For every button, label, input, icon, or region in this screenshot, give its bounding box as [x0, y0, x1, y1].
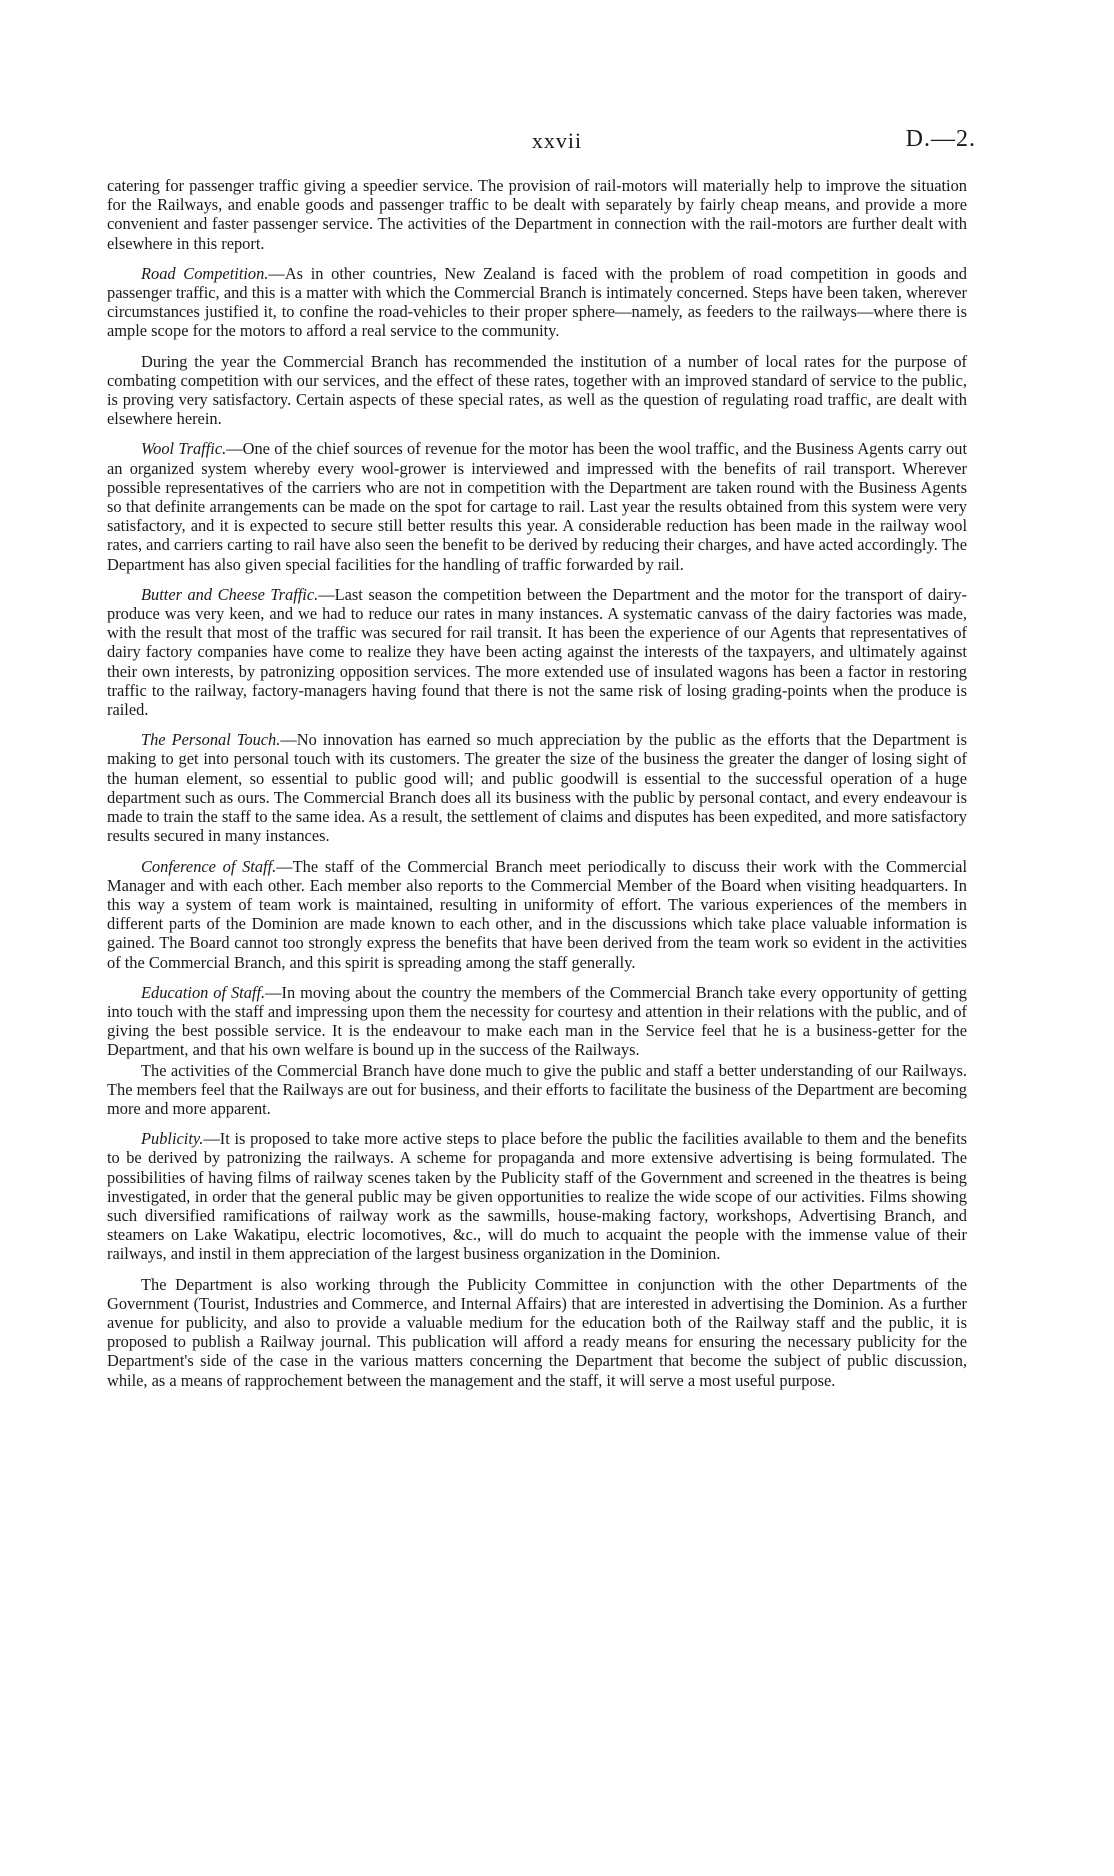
run-in-heading: Education of Staff. — [141, 982, 266, 1002]
paragraph-text: During the year the Commercial Branch has recommended the institution of a number of local rates for the purpose of combating competition with our services, and the effect of these rates, together with an improved standard of service to the public, is proving very satisfactory. Certain aspects of these special rates, as well as the question of regulating road traffic, are dealt with elsewhere herein. — [107, 351, 967, 429]
run-in-heading: Publicity. — [141, 1129, 204, 1149]
paragraph-conference-of-staff — [107, 857, 967, 972]
paragraph-text: —One of the chief sources of revenue for the motor has been the wool traffic, and the Business Agents carry out an organized system whereby every wool-grower is interviewed and impressed with the benefits of rail transport. Wherever possible representatives of the carriers who are not in competition with the Department are taken round with the Business Agents so that definite arrangements can be made on the spot for cartage to rail. Last year the results obtained from this system were very satisfactory, and it is expected to secure still better results this year. A considerable reduction has been made in the railway wool rates, and carriers carting to rail have also seen the benefit to be derived by reducing their charges, and have acted accordingly. The Department has also given special facilities for the handling of traffic forwarded by rail. — [107, 439, 967, 574]
run-in-heading: The Personal Touch. — [141, 730, 281, 750]
paragraph-wool-traffic — [107, 439, 967, 573]
document-reference: D.—2. — [905, 126, 976, 152]
paragraph-text: The activities of the Commercial Branch have done much to give the public and staff a better understanding of our Railways. The members feel that the Railways are out for business, and their efforts to facilitate the business of the Department are becoming more and more apparent. — [107, 1060, 967, 1118]
paragraph-text: —As in other countries, New Zealand is faced with the problem of road competition in goods and passenger traffic, and this is a matter with which the Commercial Branch is intimately concerned. Steps have been taken, wherever circumstances justified it, to confine the road-vehicles to their proper sphere—namely, as feeders to the railways—where there is ample scope for the motors to afford a real service to the community. — [107, 263, 967, 341]
paragraph-personal-touch — [107, 730, 967, 845]
page-number: xxvii — [531, 128, 583, 153]
paragraph-publicity-committee — [107, 1275, 967, 1390]
paragraph-text: —In moving about the country the members of the Commercial Branch take every opportunity of getting into touch with the staff and impressing upon them the necessity for courtesy and attention in their relations with the public, and of giving the best possible service. It is the endeavour to make each man in the Service feel that he is a business-getter for the Department, and that his own welfare is bound up in the success of the Railways. — [107, 982, 967, 1060]
paragraph-education-of-staff — [107, 983, 967, 1060]
paragraph-butter-cheese-traffic — [107, 585, 967, 719]
run-in-heading: Road Competition. — [141, 263, 269, 283]
paragraph-local-rates — [107, 352, 967, 429]
paragraph-commercial-branch-activities — [107, 1061, 967, 1119]
paragraph-road-competition — [107, 264, 967, 341]
paragraph-text: catering for passenger traffic giving a speedier service. The provision of rail-motors will materially help to improve the situation for the Railways, and enable goods and passenger traffic to be dealt with separately by fairly cheap means, and provide a more convenient and faster passenger service. The activities of the Department in connection with the rail-motors are further dealt with elsewhere in this report. — [107, 176, 967, 253]
paragraph-text: —The staff of the Commercial Branch meet periodically to discuss their work with the Commercial Manager and with each other. Each member also reports to the Commercial Member of the Board when visiting headquarters. In this way a system of team work is maintained, resulting in uniformity of effort. The various experiences of the members in different parts of the Dominion are made known to each other, and in the discussions which take place valuable information is gained. The Board cannot too strongly express the benefits that have been derived from the team work so evident in the activities of the Commercial Branch, and this spirit is spreading among the staff generally. — [107, 856, 968, 972]
paragraph-publicity — [107, 1129, 967, 1263]
run-in-heading: Wool Traffic. — [141, 439, 227, 459]
run-in-heading: Butter and Cheese Traffic. — [141, 584, 319, 604]
body-text — [107, 176, 967, 1401]
paragraph-text: —It is proposed to take more active steps to place before the public the facilities available to them and the benefits to be derived by patronizing the railways. A scheme for propaganda and more extensive advertising is being formulated. The possibilities of having films of railway scenes taken by the Publicity staff of the Government and screened in the theatres is being investigated, in order that the general public may be given opportunities to realize the wide scope of our activities. Films showing such diversified ramifications of railway work as the sawmills, house-making factory, workshops, Advertising Branch, and steamers on Lake Wakatipu, electric locomotives, &c., will do much to acquaint the people with the immense value of their railways, and instil in them appreciation of the largest business organization in the Dominion. — [107, 1129, 967, 1264]
paragraph-text: —No innovation has earned so much appreciation by the public as the efforts that the Department is making to get into personal touch with its customers. The greater the size of the business the greater the danger of losing sight of the human element, so essential to public good will; and public goodwill is essential to the successful operation of a huge department such as ours. The Commercial Branch does all its business with the public by personal contact, and every endeavour is made to train the staff to the same idea. As a result, the settlement of claims and disputes has been expedited, and more satisfactory results secured in many instances. — [107, 730, 967, 846]
paragraph-rail-motors — [107, 176, 967, 253]
paragraph-text: —Last season the competition between the Department and the motor for the transport of dairy-produce was very keen, and we had to reduce our rates in many instances. A systematic canvass of the dairy factories was made, with the result that most of the traffic was secured for rail transit. It has been the experience of our Agents that representatives of dairy factory companies have come to realize they have been acting against the interests of the taxpayers, and ultimately against their own interests, by patronizing opposition services. The more extended use of insulated wagons has been a factor in restoring traffic to the railway, factory-managers having found that there is not the same risk of losing grading-points when the produce is railed. — [107, 584, 967, 720]
paragraph-text: The Department is also working through the Publicity Committee in conjunction with the other Departments of the Government (Tourist, Industries and Commerce, and Internal Affairs) that are interested in advertising the Dominion. As a further avenue for publicity, and also to provide a valuable medium for the education both of the Railway staff and the public, it is proposed to publish a Railway journal. This publication will afford a ready means for ensuring the necessary publicity for the Department's side of the case in the various matters concerning the Department that become the subject of public discussion, while, as a means of rapprochement between the management and the staff, it will serve a most useful purpose. — [107, 1274, 967, 1390]
run-in-heading: Conference of Staff. — [141, 856, 277, 876]
